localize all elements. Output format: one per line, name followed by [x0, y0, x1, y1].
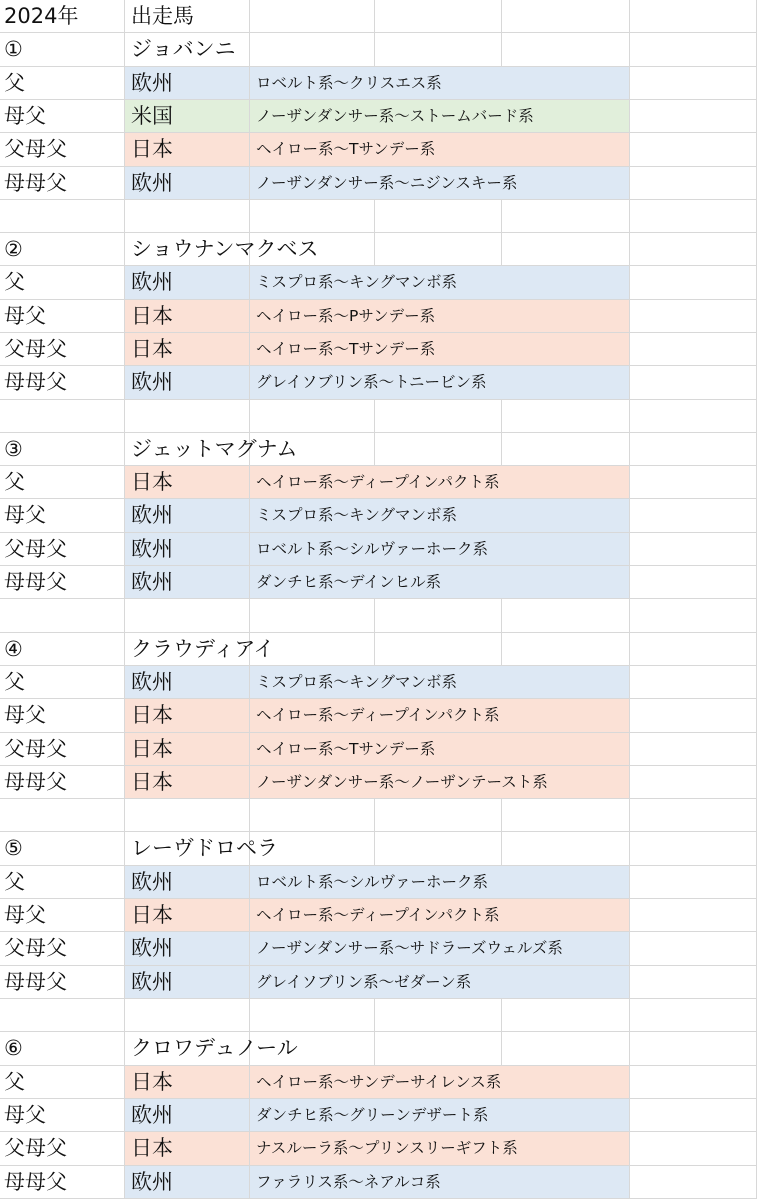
region-cell[interactable]: 日本	[125, 300, 250, 333]
empty-cell[interactable]	[630, 233, 757, 266]
horse-name[interactable]: ジェットマグナム	[125, 433, 250, 466]
region-cell[interactable]: 日本	[125, 766, 250, 799]
relation-label[interactable]: 母父	[0, 899, 125, 932]
empty-cell[interactable]	[630, 0, 757, 33]
empty-cell[interactable]	[250, 1032, 375, 1066]
empty-cell[interactable]	[630, 932, 757, 966]
region-cell[interactable]: 日本	[125, 699, 250, 733]
horse-number[interactable]: ①	[0, 33, 125, 67]
empty-cell[interactable]	[375, 1032, 502, 1066]
region-cell[interactable]: 欧州	[125, 67, 250, 100]
bloodline-cell[interactable]: ミスプロ系〜キングマンボ系	[250, 666, 630, 699]
empty-cell[interactable]	[630, 167, 757, 200]
empty-cell[interactable]	[630, 733, 757, 766]
empty-cell[interactable]	[630, 200, 757, 233]
region-cell[interactable]: 日本	[125, 133, 250, 167]
empty-cell[interactable]	[250, 832, 375, 866]
region-cell[interactable]: 日本	[125, 466, 250, 499]
empty-cell[interactable]	[0, 200, 125, 233]
relation-label[interactable]: 母父	[0, 699, 125, 733]
relation-label[interactable]: 父母父	[0, 932, 125, 966]
empty-cell[interactable]	[375, 633, 502, 666]
bloodline-cell[interactable]: ミスプロ系〜キングマンボ系	[250, 499, 630, 533]
empty-cell[interactable]	[250, 233, 375, 266]
empty-cell[interactable]	[502, 799, 630, 832]
region-cell[interactable]: 日本	[125, 1132, 250, 1166]
empty-cell[interactable]	[630, 433, 757, 466]
empty-cell[interactable]	[502, 400, 630, 433]
relation-label[interactable]: 母母父	[0, 766, 125, 799]
relation-label[interactable]: 父	[0, 666, 125, 699]
empty-cell[interactable]	[250, 33, 375, 67]
empty-cell[interactable]	[630, 499, 757, 533]
relation-label[interactable]: 父母父	[0, 133, 125, 167]
horse-number[interactable]: ④	[0, 633, 125, 666]
empty-cell[interactable]	[630, 699, 757, 733]
empty-cell[interactable]	[630, 533, 757, 566]
relation-label[interactable]: 母母父	[0, 1166, 125, 1199]
empty-cell[interactable]	[375, 200, 502, 233]
bloodline-cell[interactable]: ヘイロー系〜Tサンデー系	[250, 733, 630, 766]
empty-cell[interactable]	[630, 1099, 757, 1132]
bloodline-cell[interactable]: ノーザンダンサー系〜ニジンスキー系	[250, 167, 630, 200]
bloodline-cell[interactable]: ノーザンダンサー系〜サドラーズウェルズ系	[250, 932, 630, 966]
empty-cell[interactable]	[250, 633, 375, 666]
relation-label[interactable]: 母父	[0, 100, 125, 133]
bloodline-cell[interactable]: ロベルト系〜シルヴァーホーク系	[250, 533, 630, 566]
region-cell[interactable]: 欧州	[125, 566, 250, 599]
horse-name[interactable]: クラウディアイ	[125, 633, 250, 666]
empty-cell[interactable]	[502, 999, 630, 1032]
empty-cell[interactable]	[125, 799, 250, 832]
empty-cell[interactable]	[375, 400, 502, 433]
relation-label[interactable]: 父	[0, 866, 125, 899]
empty-cell[interactable]	[630, 799, 757, 832]
empty-cell[interactable]	[250, 433, 375, 466]
region-cell[interactable]: 欧州	[125, 266, 250, 300]
region-cell[interactable]: 米国	[125, 100, 250, 133]
region-cell[interactable]: 欧州	[125, 533, 250, 566]
empty-cell[interactable]	[630, 400, 757, 433]
empty-cell[interactable]	[630, 566, 757, 599]
empty-cell[interactable]	[375, 599, 502, 633]
relation-label[interactable]: 父母父	[0, 533, 125, 566]
empty-cell[interactable]	[0, 999, 125, 1032]
empty-cell[interactable]	[502, 200, 630, 233]
region-cell[interactable]: 欧州	[125, 1166, 250, 1199]
relation-label[interactable]: 父	[0, 466, 125, 499]
bloodline-cell[interactable]: ダンチヒ系〜グリーンデザート系	[250, 1099, 630, 1132]
empty-cell[interactable]	[502, 633, 630, 666]
empty-cell[interactable]	[630, 1166, 757, 1199]
empty-cell[interactable]	[502, 0, 630, 33]
empty-cell[interactable]	[0, 400, 125, 433]
empty-cell[interactable]	[630, 666, 757, 699]
empty-cell[interactable]	[502, 832, 630, 866]
horse-name[interactable]: ジョバンニ	[125, 33, 250, 67]
empty-cell[interactable]	[630, 899, 757, 932]
bloodline-cell[interactable]: グレイソブリン系〜トニービン系	[250, 366, 630, 400]
region-cell[interactable]: 欧州	[125, 1099, 250, 1132]
bloodline-cell[interactable]: ノーザンダンサー系〜ノーザンテースト系	[250, 766, 630, 799]
region-cell[interactable]: 日本	[125, 733, 250, 766]
relation-label[interactable]: 父	[0, 1066, 125, 1099]
empty-cell[interactable]	[630, 300, 757, 333]
relation-label[interactable]: 母父	[0, 1099, 125, 1132]
empty-cell[interactable]	[502, 233, 630, 266]
empty-cell[interactable]	[630, 1132, 757, 1166]
bloodline-cell[interactable]: ナスルーラ系〜プリンスリーギフト系	[250, 1132, 630, 1166]
relation-label[interactable]: 母母父	[0, 966, 125, 999]
empty-cell[interactable]	[630, 1032, 757, 1066]
empty-cell[interactable]	[250, 0, 375, 33]
region-cell[interactable]: 欧州	[125, 966, 250, 999]
empty-cell[interactable]	[250, 200, 375, 233]
empty-cell[interactable]	[630, 1066, 757, 1099]
empty-cell[interactable]	[375, 832, 502, 866]
empty-cell[interactable]	[0, 799, 125, 832]
empty-cell[interactable]	[630, 100, 757, 133]
region-cell[interactable]: 欧州	[125, 932, 250, 966]
bloodline-cell[interactable]: ヘイロー系〜Tサンデー系	[250, 333, 630, 366]
bloodline-cell[interactable]: ミスプロ系〜キングマンボ系	[250, 266, 630, 300]
empty-cell[interactable]	[125, 200, 250, 233]
empty-cell[interactable]	[125, 400, 250, 433]
empty-cell[interactable]	[630, 366, 757, 400]
empty-cell[interactable]	[630, 766, 757, 799]
empty-cell[interactable]	[375, 233, 502, 266]
bloodline-cell[interactable]: ヘイロー系〜Tサンデー系	[250, 133, 630, 167]
region-cell[interactable]: 欧州	[125, 666, 250, 699]
empty-cell[interactable]	[502, 33, 630, 67]
bloodline-cell[interactable]: ロベルト系〜クリスエス系	[250, 67, 630, 100]
horse-number[interactable]: ②	[0, 233, 125, 266]
region-cell[interactable]: 欧州	[125, 866, 250, 899]
region-cell[interactable]: 日本	[125, 899, 250, 932]
horse-name[interactable]: ショウナンマクベス	[125, 233, 250, 266]
empty-cell[interactable]	[630, 133, 757, 167]
region-cell[interactable]: 欧州	[125, 167, 250, 200]
bloodline-cell[interactable]: ノーザンダンサー系〜ストームバード系	[250, 100, 630, 133]
year-label[interactable]: 2024年	[0, 0, 125, 33]
empty-cell[interactable]	[502, 599, 630, 633]
region-cell[interactable]: 欧州	[125, 499, 250, 533]
empty-cell[interactable]	[375, 433, 502, 466]
empty-cell[interactable]	[250, 999, 375, 1032]
empty-cell[interactable]	[630, 67, 757, 100]
empty-cell[interactable]	[502, 1032, 630, 1066]
empty-cell[interactable]	[630, 333, 757, 366]
bloodline-cell[interactable]: ヘイロー系〜ディープインパクト系	[250, 466, 630, 499]
empty-cell[interactable]	[125, 599, 250, 633]
empty-cell[interactable]	[630, 999, 757, 1032]
empty-cell[interactable]	[630, 466, 757, 499]
empty-cell[interactable]	[375, 33, 502, 67]
relation-label[interactable]: 父	[0, 67, 125, 100]
relation-label[interactable]: 父母父	[0, 733, 125, 766]
empty-cell[interactable]	[250, 400, 375, 433]
empty-cell[interactable]	[630, 866, 757, 899]
horse-name[interactable]: レーヴドロペラ	[125, 832, 250, 866]
region-cell[interactable]: 欧州	[125, 366, 250, 400]
relation-label[interactable]: 父母父	[0, 333, 125, 366]
region-cell[interactable]: 日本	[125, 333, 250, 366]
header-title[interactable]: 出走馬	[125, 0, 250, 33]
empty-cell[interactable]	[375, 0, 502, 33]
bloodline-cell[interactable]: ヘイロー系〜ディープインパクト系	[250, 699, 630, 733]
bloodline-cell[interactable]: グレイソブリン系〜ゼダーン系	[250, 966, 630, 999]
relation-label[interactable]: 母母父	[0, 566, 125, 599]
horse-number[interactable]: ⑥	[0, 1032, 125, 1066]
bloodline-cell[interactable]: ヘイロー系〜サンデーサイレンス系	[250, 1066, 630, 1099]
relation-label[interactable]: 母母父	[0, 167, 125, 200]
region-cell[interactable]: 日本	[125, 1066, 250, 1099]
empty-cell[interactable]	[630, 599, 757, 633]
empty-cell[interactable]	[630, 966, 757, 999]
empty-cell[interactable]	[502, 433, 630, 466]
empty-cell[interactable]	[125, 999, 250, 1032]
empty-cell[interactable]	[630, 33, 757, 67]
empty-cell[interactable]	[250, 799, 375, 832]
empty-cell[interactable]	[630, 633, 757, 666]
empty-cell[interactable]	[375, 799, 502, 832]
bloodline-cell[interactable]: ダンチヒ系〜デインヒル系	[250, 566, 630, 599]
relation-label[interactable]: 母父	[0, 499, 125, 533]
bloodline-cell[interactable]: ロベルト系〜シルヴァーホーク系	[250, 866, 630, 899]
empty-cell[interactable]	[250, 599, 375, 633]
empty-cell[interactable]	[630, 832, 757, 866]
relation-label[interactable]: 父母父	[0, 1132, 125, 1166]
relation-label[interactable]: 母母父	[0, 366, 125, 400]
horse-number[interactable]: ③	[0, 433, 125, 466]
relation-label[interactable]: 母父	[0, 300, 125, 333]
empty-cell[interactable]	[630, 266, 757, 300]
empty-cell[interactable]	[375, 999, 502, 1032]
empty-cell[interactable]	[0, 599, 125, 633]
horse-number[interactable]: ⑤	[0, 832, 125, 866]
relation-label[interactable]: 父	[0, 266, 125, 300]
bloodline-cell[interactable]: ファラリス系〜ネアルコ系	[250, 1166, 630, 1199]
bloodline-cell[interactable]: ヘイロー系〜Pサンデー系	[250, 300, 630, 333]
horse-name[interactable]: クロワデュノール	[125, 1032, 250, 1066]
bloodline-cell[interactable]: ヘイロー系〜ディープインパクト系	[250, 899, 630, 932]
